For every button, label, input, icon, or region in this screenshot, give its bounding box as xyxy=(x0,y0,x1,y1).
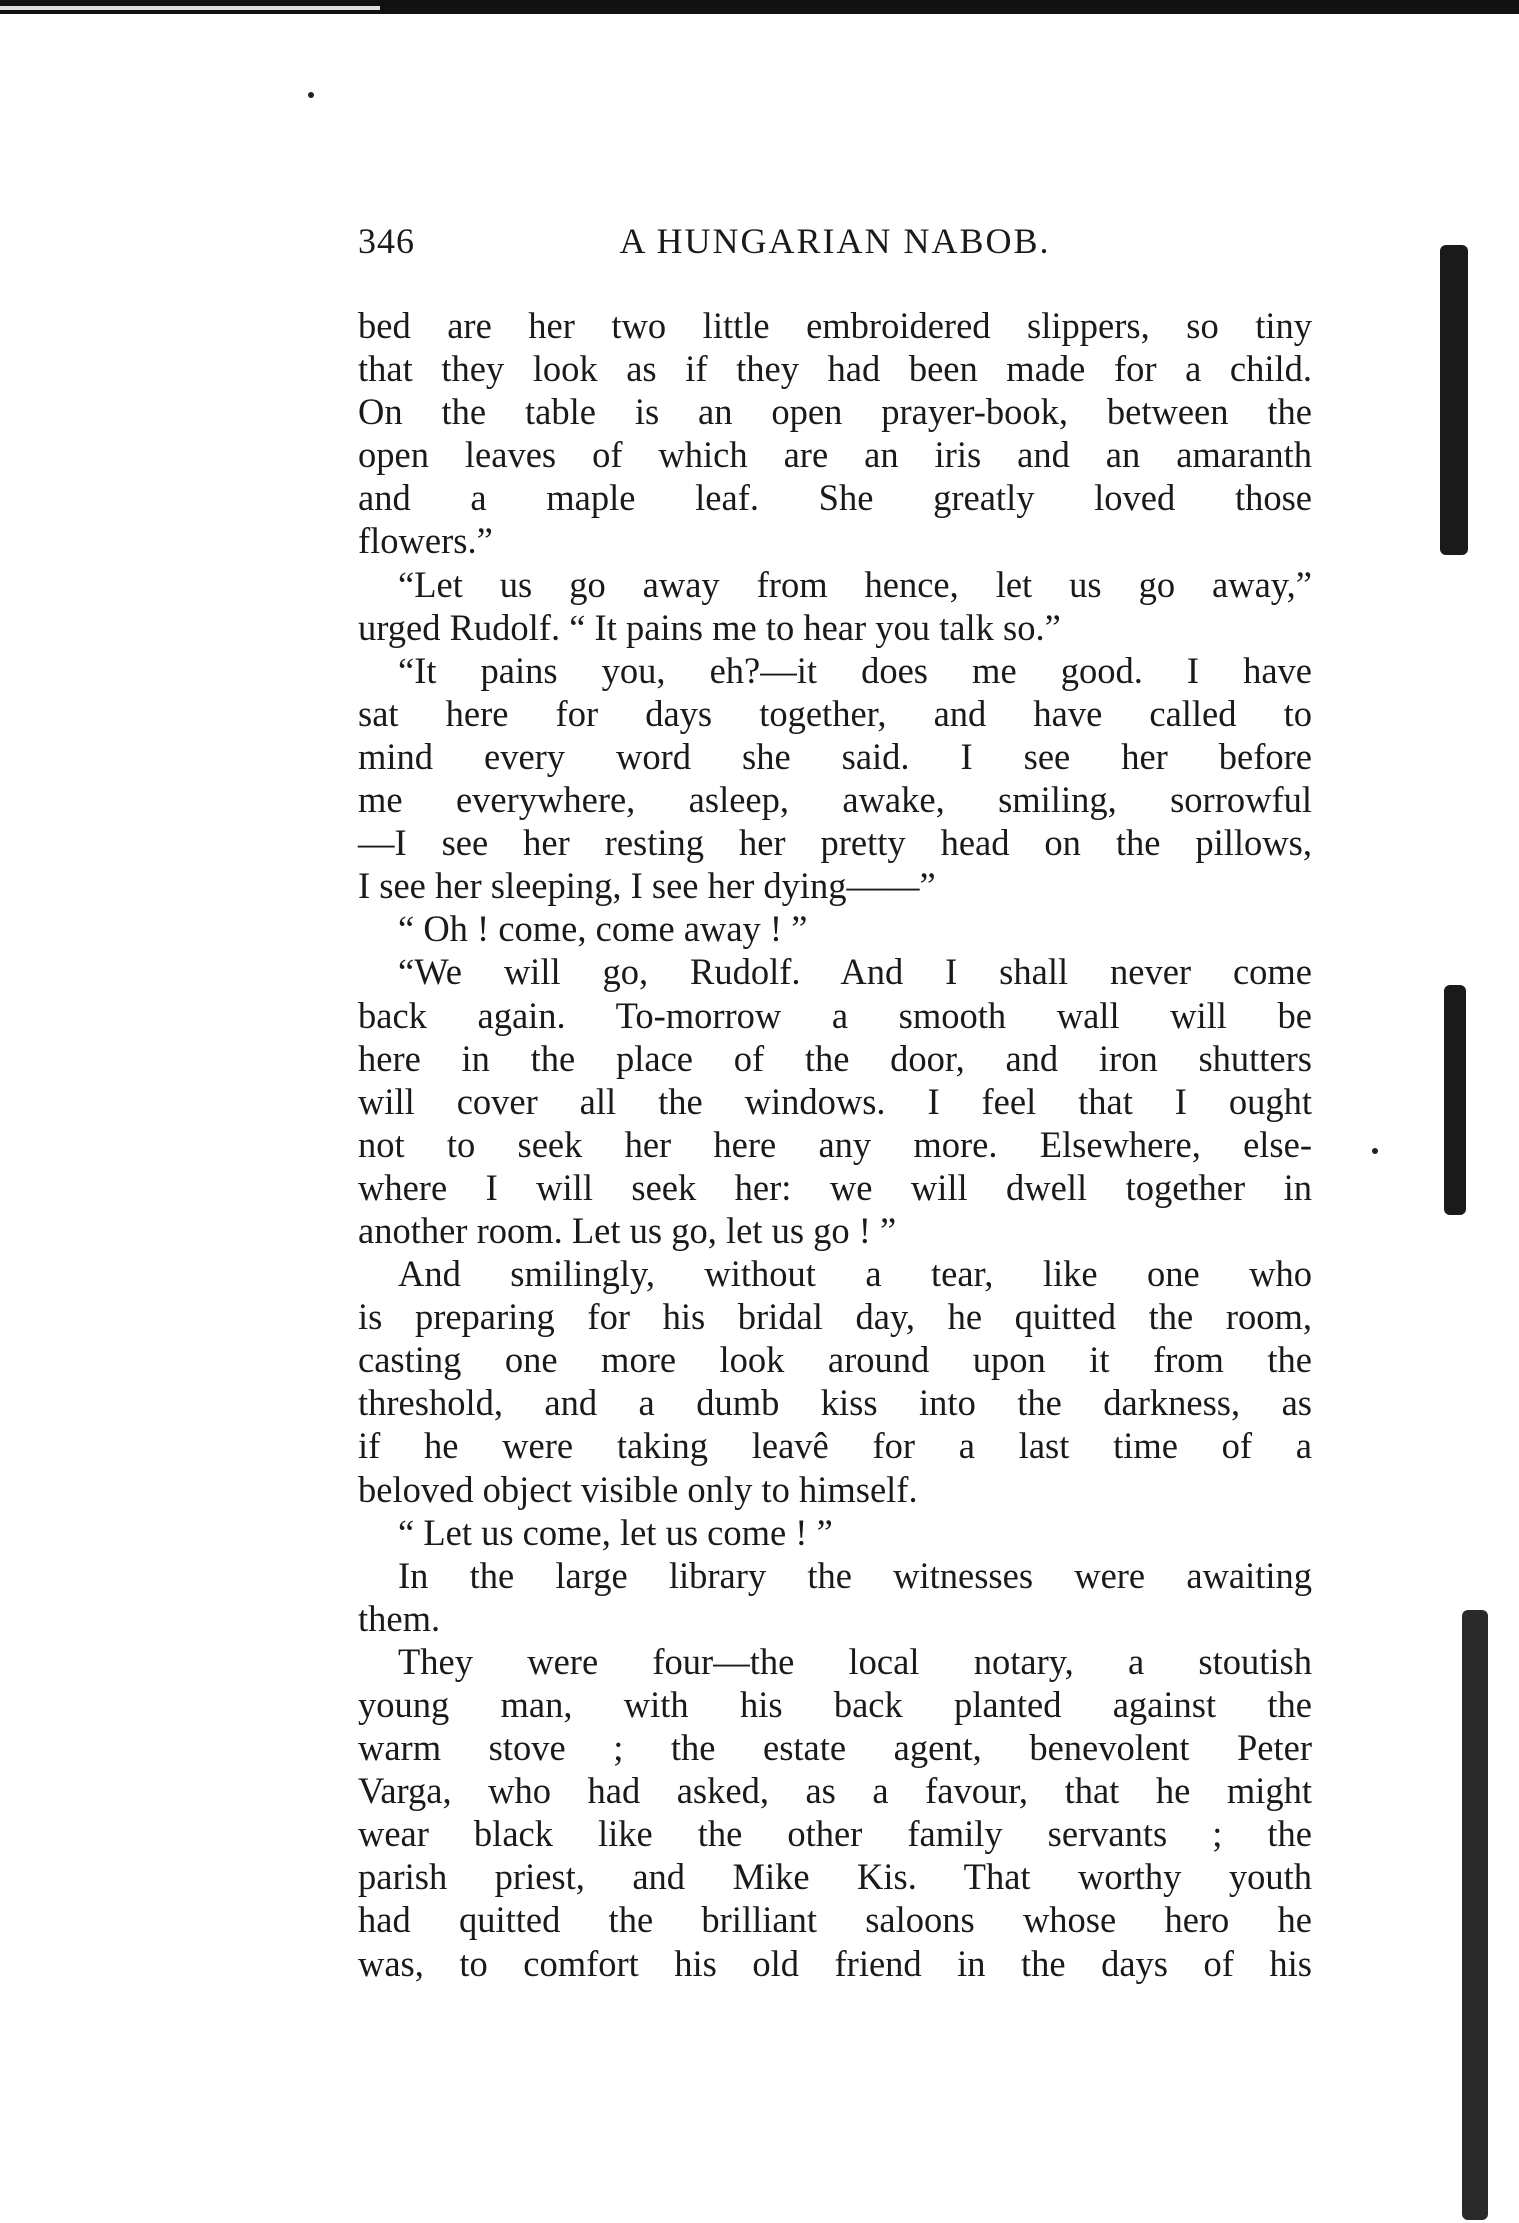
speck xyxy=(308,92,314,98)
text-line: had quitted the brilliant saloons whose hero he xyxy=(358,1899,1312,1941)
text-line: In the large library the witnesses were awaiting xyxy=(398,1554,1312,1596)
binding-mark-top xyxy=(1440,245,1468,555)
text-line: threshold, and a dumb kiss into the darkness, as xyxy=(358,1382,1312,1424)
text-line: “Let us go away from hence, let us go away,” xyxy=(398,563,1312,605)
text-line: “It pains you, eh?—it does me good. I have xyxy=(398,649,1312,691)
text-line: “We will go, Rudolf. And I shall never come xyxy=(398,951,1312,993)
text-line: another room. Let us go, let us go ! ” xyxy=(358,1209,897,1251)
page-number: 346 xyxy=(358,221,415,261)
text-line: I see her sleeping, I see her dying——” xyxy=(358,865,936,907)
binding-mark-middle xyxy=(1444,985,1466,1215)
text-line: sat here for days together, and have called to xyxy=(358,692,1312,734)
text-line: me everywhere, asleep, awake, smiling, sorrowful xyxy=(358,779,1312,821)
text-line: beloved object visible only to himself. xyxy=(358,1468,918,1510)
text-line: where I will seek her: we will dwell together in xyxy=(358,1166,1312,1208)
text-line: if he were taking leavê for a last time of a xyxy=(358,1425,1312,1467)
text-line: parish priest, and Mike Kis. That worthy youth xyxy=(358,1856,1312,1898)
speck xyxy=(1372,1148,1378,1154)
text-line: them. xyxy=(358,1597,441,1639)
text-line: flowers.” xyxy=(358,520,493,562)
text-line: young man, with his back planted against the xyxy=(358,1684,1312,1725)
text-line: mind every word she said. I see her before xyxy=(358,735,1312,777)
text-line: “ Let us come, let us come ! ” xyxy=(398,1511,833,1553)
text-line: “ Oh ! come, come away ! ” xyxy=(398,908,808,950)
text-line: and a maple leaf. She greatly loved those xyxy=(358,477,1312,519)
text-line: is preparing for his bridal day, he quitted the room, xyxy=(358,1296,1312,1338)
text-line: open leaves of which are an iris and an amaranth xyxy=(358,434,1312,476)
body-text xyxy=(358,304,1312,1985)
text-line: Varga, who had asked, as a favour, that he might xyxy=(358,1770,1312,1812)
binding-mark-bottom xyxy=(1462,1610,1488,2220)
running-title: A HUNGARIAN NABOB. xyxy=(619,221,1051,261)
page-header xyxy=(358,220,1312,272)
text-line: —I see her resting her pretty head on the pillows, xyxy=(358,822,1312,864)
text-line: that they look as if they had been made for a child. xyxy=(358,348,1312,390)
text-line: here in the place of the door, and iron shutters xyxy=(358,1037,1312,1079)
text-line: casting one more look around upon it from the xyxy=(358,1339,1312,1381)
text-line: not to seek her here any more. Elsewhere, else- xyxy=(358,1123,1312,1165)
text-line: warm stove ; the estate agent, benevolent Peter xyxy=(358,1727,1312,1769)
text-line: They were four—the local notary, a stoutish xyxy=(398,1640,1312,1682)
text-line: wear black like the other family servants ; the xyxy=(358,1813,1312,1855)
top-edge-rule-gap xyxy=(0,6,380,10)
text-line: was, to comfort his old friend in the days of his xyxy=(358,1942,1312,1984)
text-line: On the table is an open prayer-book, between the xyxy=(358,391,1312,433)
text-line: And smilingly, without a tear, like one who xyxy=(398,1253,1312,1295)
text-line: urged Rudolf. “ It pains me to hear you talk so.” xyxy=(358,606,1061,648)
text-line: will cover all the windows. I feel that I ought xyxy=(358,1080,1312,1122)
text-line: bed are her two little embroidered slippers, so tiny xyxy=(358,305,1312,346)
text-line: back again. To-morrow a smooth wall will be xyxy=(358,994,1312,1036)
